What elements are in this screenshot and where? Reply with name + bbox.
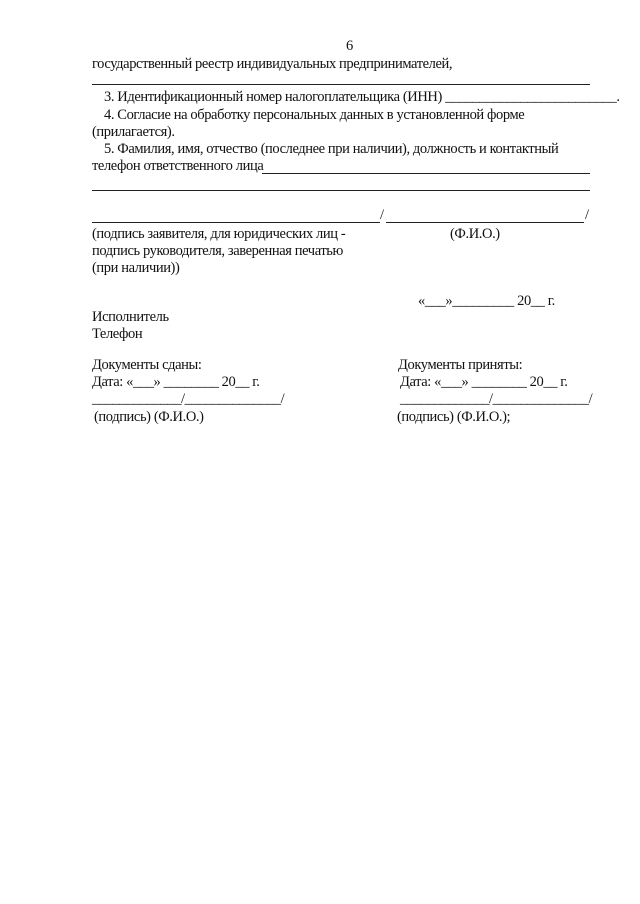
signature-line — [92, 222, 380, 223]
responsible-line-1: 5. Фамилия, имя, отчество (последнее при наличии), должность и контактный — [104, 141, 559, 157]
consent-line-1: 4. Согласие на обработку персональных данных в установленной форме — [104, 107, 525, 123]
registry-line: государственный реестр индивидуальных предпринимателей, — [92, 56, 453, 72]
blank-line-1 — [92, 84, 590, 85]
inn-line: 3. Идентификационный номер налогоплательщика (ИНН) _________________________. — [104, 89, 620, 105]
executor-phone-label: Телефон — [92, 326, 143, 342]
accepted-title: Документы приняты: — [398, 357, 523, 373]
fio-caption: (Ф.И.О.) — [450, 226, 500, 242]
blank-line-2 — [92, 190, 590, 191]
accepted-date: Дата: «___» ________ 20__ г. — [400, 374, 568, 390]
responsible-line-2: телефон ответственного лица — [92, 158, 264, 174]
executor-label: Исполнитель — [92, 309, 169, 325]
consent-line-2: (прилагается). — [92, 124, 175, 140]
signature-caption-2: подпись руководителя, заверенная печатью — [92, 243, 343, 259]
signature-slash-mid: / — [380, 207, 384, 223]
accepted-captions: (подпись) (Ф.И.О.); — [397, 409, 511, 425]
responsible-fill-line — [262, 173, 590, 174]
handed-captions: (подпись) (Ф.И.О.) — [94, 409, 204, 425]
fio-line — [386, 222, 584, 223]
signature-caption-3: (при наличии)) — [92, 260, 180, 276]
signature-caption-1: (подпись заявителя, для юридических лиц - — [92, 226, 346, 242]
handed-title: Документы сданы: — [92, 357, 202, 373]
page-number: 6 — [346, 38, 353, 54]
accepted-sign-line: _____________/______________/ — [400, 391, 593, 407]
handed-sign-line: _____________/______________/ — [92, 391, 285, 407]
signature-slash-end: / — [585, 207, 589, 223]
handed-date: Дата: «___» ________ 20__ г. — [92, 374, 260, 390]
date-line: «___»_________ 20__ г. — [418, 293, 555, 309]
